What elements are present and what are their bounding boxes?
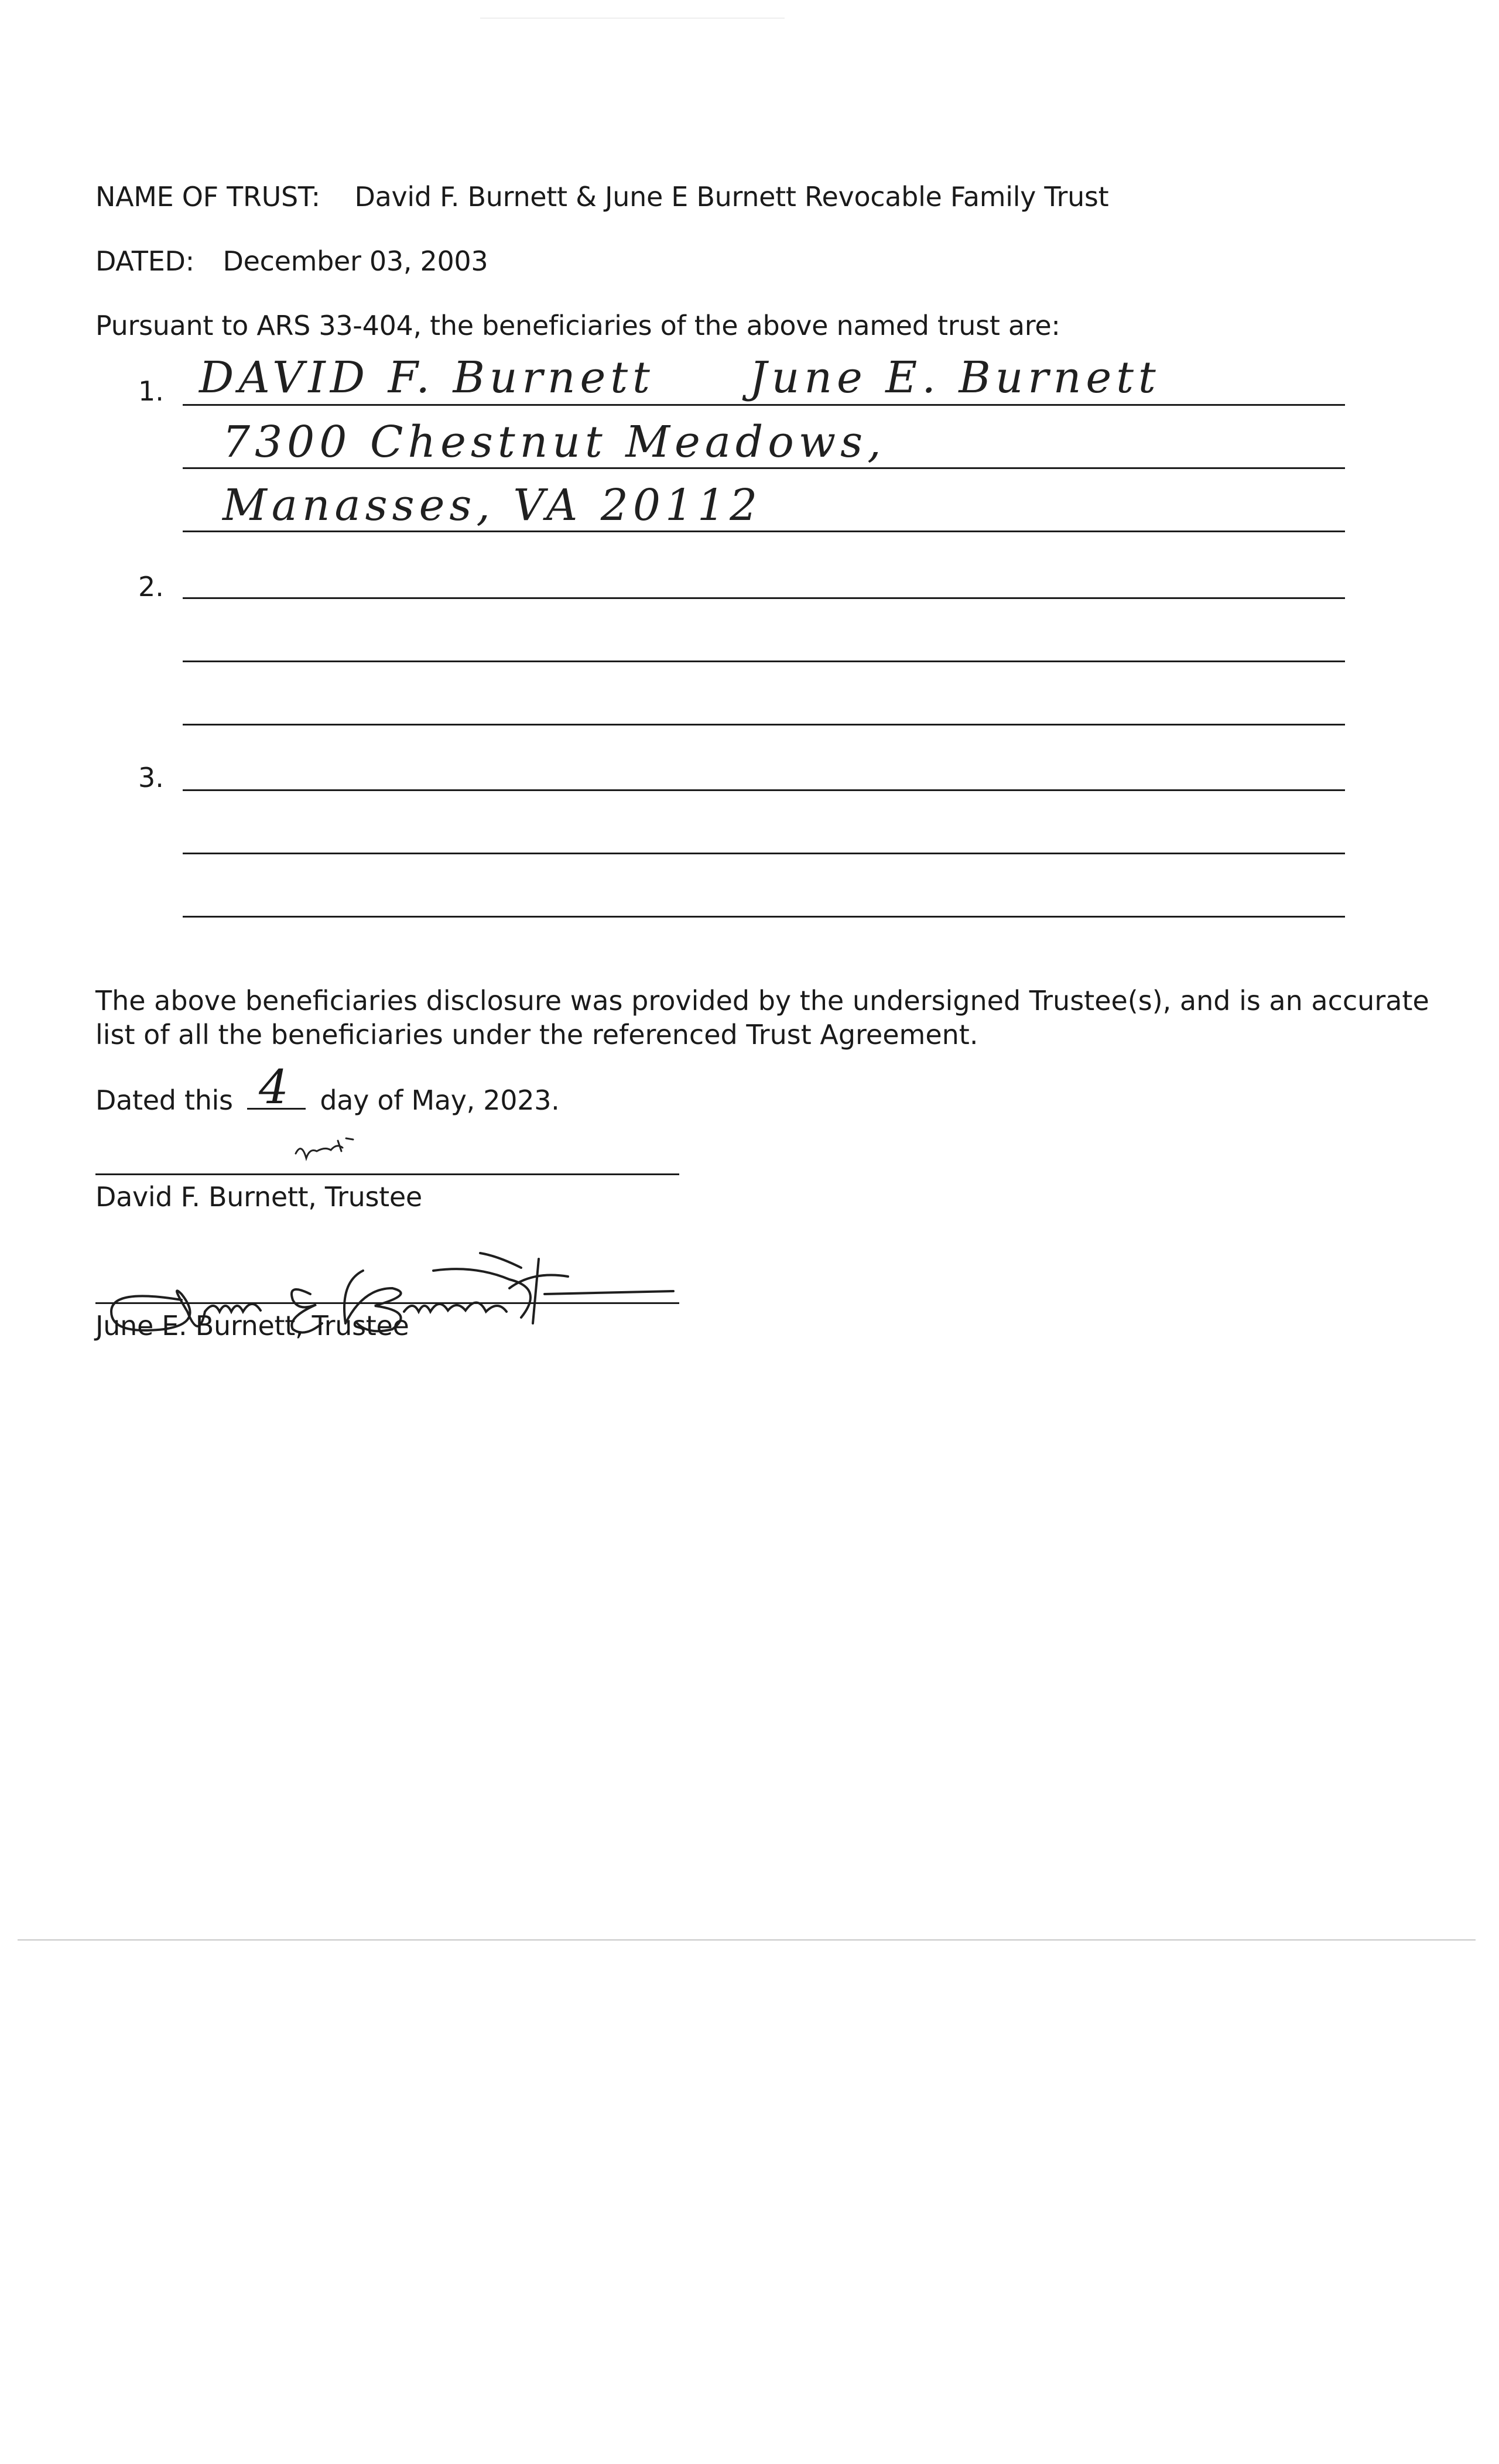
day-handwritten: 4 — [259, 1060, 289, 1114]
scan-artifact-bottom — [18, 1939, 1476, 1941]
beneficiary-1-rule-1 — [183, 404, 1345, 406]
beneficiary-1-name-a: DAVID F. Burnett — [199, 353, 655, 403]
trustee-1-signature-line — [95, 1173, 679, 1175]
trustee-2-label: June E. Burnett, Trustee — [95, 1310, 409, 1341]
trust-name: David F. Burnett & June E Burnett Revocable Family Trust — [354, 181, 1109, 213]
dated-this-line — [95, 1060, 560, 1117]
beneficiary-3-rule-2 — [183, 853, 1345, 854]
beneficiary-1-address: 7300 Chestnut Meadows, — [223, 417, 886, 467]
dated-this-suffix: day of May, 2023. — [320, 1084, 560, 1116]
beneficiary-1-city: Manasses, VA 20112 — [223, 480, 762, 531]
beneficiary-2-rule-3 — [183, 724, 1345, 725]
trustee-2-signature-line — [95, 1302, 679, 1304]
beneficiary-3-rule-1 — [183, 789, 1345, 791]
dated-this-prefix: Dated this — [95, 1084, 233, 1116]
beneficiary-1-number: 1. — [138, 375, 164, 407]
beneficiary-2-rule-1 — [183, 597, 1345, 599]
trust-name-line — [95, 180, 1108, 213]
trust-label: NAME OF TRUST: — [95, 181, 320, 213]
pursuant-text: Pursuant to ARS 33-404, the beneficiaries of the above named trust are: — [95, 310, 1060, 341]
scan-artifact-top — [480, 18, 785, 19]
beneficiary-2-rule-2 — [183, 661, 1345, 662]
dated-label: DATED: — [95, 245, 194, 277]
dated-value: December 03, 2003 — [223, 245, 488, 277]
disclosure-text: The above beneficiaries disclosure was provided by the undersigned Trustee(s), and is an accurate list of all the beneficiaries under the referenced Trust Agreement. — [95, 985, 1429, 1050]
beneficiary-1-name-b: June E. Burnett — [750, 353, 1161, 403]
dated-line — [95, 245, 488, 278]
initials-scribble — [290, 1130, 366, 1165]
trustee-1-label: David F. Burnett, Trustee — [95, 1181, 422, 1213]
beneficiary-3-rule-3 — [183, 916, 1345, 918]
beneficiary-2-number: 2. — [138, 571, 164, 603]
day-blank — [247, 1060, 306, 1114]
beneficiary-3-number: 3. — [138, 762, 164, 793]
